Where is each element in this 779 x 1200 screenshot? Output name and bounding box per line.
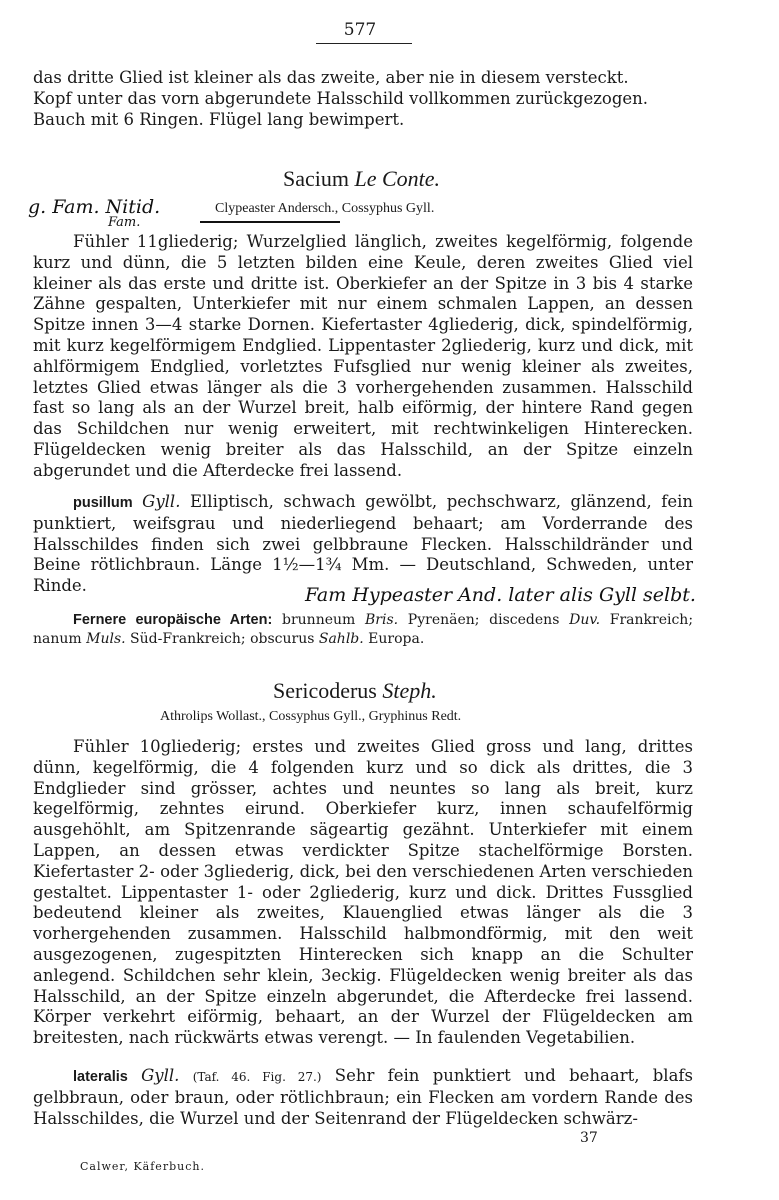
further-species	[33, 611, 693, 649]
genus-author: Steph.	[382, 678, 437, 703]
further-text: Frankreich; nanum	[33, 612, 694, 647]
sericoderus-synonyms: Athrolips Wollast., Cossyphus Gyll., Gryphinus Redt.	[160, 709, 462, 724]
species-name: pusillum	[73, 495, 133, 511]
page-number: 577	[343, 20, 377, 40]
genus-heading-sericoderus	[273, 678, 437, 704]
species-plate-ref: (Taf. 46. Fig. 27.)	[192, 1070, 322, 1084]
further-text: brunneum	[282, 612, 356, 628]
species-author: Gyll.	[141, 1066, 180, 1085]
species-text: Elliptisch, schwach gewölbt, pechschwarz, glänzend, fein punktiert, weifsgrau und niederliegend behaart; am Vorderrande des Halsschildes finden sich zwei gelbbraune Flecken. Halsschildränder und Beine rötlichbraun. Länge 1½—1¾ Mm. — Deutschland, Schweden, unter Rinde.	[33, 492, 693, 596]
sacium-body: Fühler 11gliederig; Wurzelglied länglich, zweites kegelförmig, folgende kurz und dünn, die 5 letzten bilden eine Keule, deren zweites Glied viel kleiner als das erste und dritte ist. Oberkiefer an der Spitze in 3 bis 4 starke Zähne gespalten, Unterkiefer mit nur einem schmalen Lappen, an dessen Spitze innen 3—4 starke Dornen. Kiefertaster 4gliederig, dick, spindelförmig, mit kurz kegelförmigem Endglied. Lippentaster 2gliederig, kurz und dick, mit ahlförmigem Endglied, vorletztes Fufsglied nur wenig kleiner als zweites, letztes Glied etwas länger als die 3 vorhergehenden zusammen. Halsschild fast so lang als an der Wurzel breit, halb eiförmig, der hintere Rand gegen das Schildchen nur wenig erweitert, mit rechtwinkeligen Hinterecken. Flügeldecken wenig breiter als das Halsschild, an der Spitze einzeln abgerundet und die Afterdecke frei lassend.	[33, 232, 693, 480]
intro-line-3: Bauch mit 6 Ringen. Flügel lang bewimpert.	[33, 109, 405, 129]
further-label: Fernere europäische Arten:	[73, 612, 273, 628]
handwritten-underline	[200, 221, 340, 223]
genus-author: Le Conte.	[354, 166, 441, 191]
genus-name: Sacium	[283, 166, 349, 191]
species-text: Sehr fein punktiert und behaart, blafs gelbbraun, oder braun, oder rötlichbraun; ein Flecken am vordern Rande des Halsschildes, die Wurzel und der Seitenrand der Flügeldecken schwärz-	[33, 1066, 693, 1128]
footer-publisher: Calwer, Käferbuch.	[80, 1160, 205, 1173]
handwritten-family-note: g. Fam. Nitid.	[28, 196, 161, 218]
genus-name: Sericoderus	[273, 678, 377, 703]
further-author: Sahlb.	[318, 631, 364, 647]
page-number-rule	[316, 43, 412, 44]
further-author: Bris.	[365, 612, 399, 628]
species-author: Gyll.	[142, 492, 181, 511]
species-pusillum	[33, 492, 693, 597]
sacium-synonyms: Clypeaster Andersch., Cossyphus Gyll.	[215, 201, 435, 216]
further-author: Duv.	[569, 612, 601, 628]
intro-line-1: das dritte Glied ist kleiner als das zweite, aber nie in diesem versteckt.	[33, 68, 629, 87]
genus-heading-sacium	[283, 166, 440, 192]
further-text: Pyrenäen; discedens	[407, 612, 560, 628]
sacium-description	[33, 232, 693, 482]
species-name: lateralis	[73, 1069, 128, 1085]
further-author: Muls.	[86, 631, 126, 647]
sericoderus-body: Fühler 10gliederig; erstes und zweites Glied gross und lang, drittes dünn, kegelförmig, die 4 folgenden kurz und so dick als drittes, die 3 Endglieder sind grösser, achtes und neuntes so lang als breit, kurz kegelförmig, zehntes eirund. Oberkiefer kurz, innen schaufelförmig ausgehöhlt, am Spitzenrande sägeartig gezähnt. Unterkiefer mit einem Lappen, an dessen etwas verdickter Spitze stachelförmige Borsten. Kiefertaster 2- oder 3gliederig, dick, bei den verschiedenen Arten verschieden gestaltet. Lippentaster 1- oder 2gliederig, kurz und dick. Drittes Fussglied bedeutend kleiner als zweites, Klauenglied etwas länger als die 3 vorhergehenden zusammen. Halsschild halbmondförmig, mit den weit ausgezogenen, zugespitzten Hinterecken sich knapp an die Schulter anlegend. Schildchen sehr klein, 3eckig. Flügeldecken wenig breiter als das Halsschild, an der Spitze einzeln abgerundet, die Afterdecke frei lassend. Körper verkehrt eiförmig, behaart, an der Wurzel der Flügeldecken am breitesten, nach rückwärts etwas verengt. — In faulenden Vegetabilien.	[33, 737, 693, 1048]
further-text: Süd-Frankreich; obscurus	[130, 631, 315, 647]
handwritten-fam-under: Fam.	[108, 215, 141, 230]
intro-paragraph	[33, 68, 693, 130]
footer-sheet-number: 37	[580, 1130, 598, 1146]
further-text: Europa.	[368, 631, 425, 647]
sericoderus-description	[33, 737, 693, 1049]
intro-line-2: Kopf unter das vorn abgerundete Halsschild vollkommen zurückgezogen.	[33, 88, 649, 108]
species-lateralis	[33, 1066, 693, 1129]
handwritten-annotation: Fam Hypeaster And. later alis Gyll selbt.	[305, 584, 696, 606]
